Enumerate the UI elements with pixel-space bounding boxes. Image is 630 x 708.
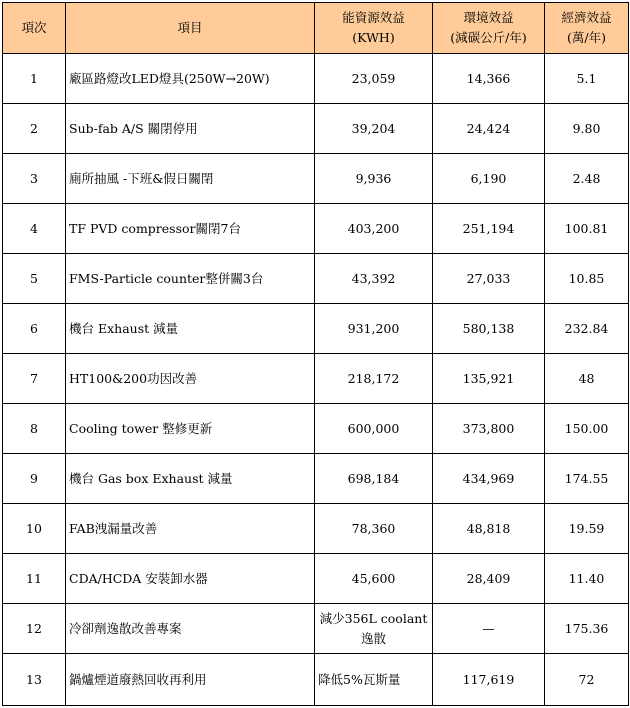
header-env-title: 環境效益: [463, 10, 514, 25]
row-economic: 9.80: [545, 104, 629, 154]
row-environment: 580,138: [433, 304, 545, 354]
row-energy: 600,000: [315, 404, 433, 454]
table-row: [3, 204, 629, 254]
row-energy: 403,200: [315, 204, 433, 254]
row-number: 3: [3, 154, 66, 204]
row-item: FMS-Particle counter整併關3台: [66, 254, 315, 304]
header-energy: [315, 3, 433, 54]
row-energy: 23,059: [315, 54, 433, 104]
row-environment: 14,366: [433, 54, 545, 104]
row-number: 8: [3, 404, 66, 454]
table-row: [3, 254, 629, 304]
row-economic: 100.81: [545, 204, 629, 254]
row-economic: 232.84: [545, 304, 629, 354]
header-row: [3, 3, 629, 54]
table-row: [3, 404, 629, 454]
table-row: [3, 154, 629, 204]
header-item: 項目: [66, 3, 315, 54]
row-item: Cooling tower 整修更新: [66, 404, 315, 454]
row-energy: 698,184: [315, 454, 433, 504]
row-economic: 10.85: [545, 254, 629, 304]
row-environment: —: [433, 604, 545, 654]
row-item: TF PVD compressor關閉7台: [66, 204, 315, 254]
header-energy-title: 能資源效益: [342, 10, 405, 25]
row-environment: 117,619: [433, 654, 545, 706]
table-row: [3, 104, 629, 154]
row-item: 廠區路燈改LED燈具(250W→20W): [66, 54, 315, 104]
table-row: [3, 454, 629, 504]
row-economic: 19.59: [545, 504, 629, 554]
row-number: 4: [3, 204, 66, 254]
row-economic: 2.48: [545, 154, 629, 204]
row-item: HT100&200功因改善: [66, 354, 315, 404]
row-environment: 373,800: [433, 404, 545, 454]
table-row: [3, 504, 629, 554]
table-row: [3, 604, 629, 654]
row-number: 12: [3, 604, 66, 654]
row-number: 5: [3, 254, 66, 304]
row-energy: 78,360: [315, 504, 433, 554]
row-energy: 降低5%瓦斯量: [315, 654, 433, 706]
row-number: 1: [3, 54, 66, 104]
row-energy: 43,392: [315, 254, 433, 304]
row-number: 2: [3, 104, 66, 154]
header-econ-title: 經濟效益: [561, 10, 612, 25]
header-energy-unit: (KWH): [352, 30, 395, 45]
row-environment: 48,818: [433, 504, 545, 554]
row-environment: 6,190: [433, 154, 545, 204]
row-environment: 434,969: [433, 454, 545, 504]
row-economic: 5.1: [545, 54, 629, 104]
row-energy: 9,936: [315, 154, 433, 204]
row-number: 11: [3, 554, 66, 604]
row-economic: 150.00: [545, 404, 629, 454]
header-env-unit: (減碳公斤/年): [450, 30, 527, 45]
header-econ-unit: (萬/年): [567, 30, 606, 45]
row-environment: 27,033: [433, 254, 545, 304]
table-row: [3, 554, 629, 604]
row-economic: 175.36: [545, 604, 629, 654]
header-no: 項次: [3, 3, 66, 54]
row-item: 機台 Exhaust 減量: [66, 304, 315, 354]
row-number: 6: [3, 304, 66, 354]
row-item: Sub-fab A/S 關閉停用: [66, 104, 315, 154]
row-environment: 135,921: [433, 354, 545, 404]
energy-savings-table: [2, 2, 629, 706]
row-environment: 24,424: [433, 104, 545, 154]
row-number: 9: [3, 454, 66, 504]
row-environment: 251,194: [433, 204, 545, 254]
row-economic: 174.55: [545, 454, 629, 504]
row-item: FAB洩漏量改善: [66, 504, 315, 554]
row-item: 鍋爐煙道廢熱回收再利用: [66, 654, 315, 706]
row-item: CDA/HCDA 安裝卸水器: [66, 554, 315, 604]
row-energy: 39,204: [315, 104, 433, 154]
row-economic: 72: [545, 654, 629, 706]
table-row: [3, 654, 629, 706]
table-row: [3, 304, 629, 354]
row-item: 廁所抽風 -下班&假日關閉: [66, 154, 315, 204]
table-row: [3, 54, 629, 104]
row-number: 13: [3, 654, 66, 706]
row-item: 冷卻劑逸散改善專案: [66, 604, 315, 654]
row-energy: 減少356L coolant逸散: [315, 604, 433, 654]
row-energy: 45,600: [315, 554, 433, 604]
row-economic: 48: [545, 354, 629, 404]
row-energy: 218,172: [315, 354, 433, 404]
header-environment: [433, 3, 545, 54]
row-environment: 28,409: [433, 554, 545, 604]
row-number: 10: [3, 504, 66, 554]
row-number: 7: [3, 354, 66, 404]
row-energy: 931,200: [315, 304, 433, 354]
row-item: 機台 Gas box Exhaust 減量: [66, 454, 315, 504]
table-row: [3, 354, 629, 404]
header-economic: [545, 3, 629, 54]
row-economic: 11.40: [545, 554, 629, 604]
